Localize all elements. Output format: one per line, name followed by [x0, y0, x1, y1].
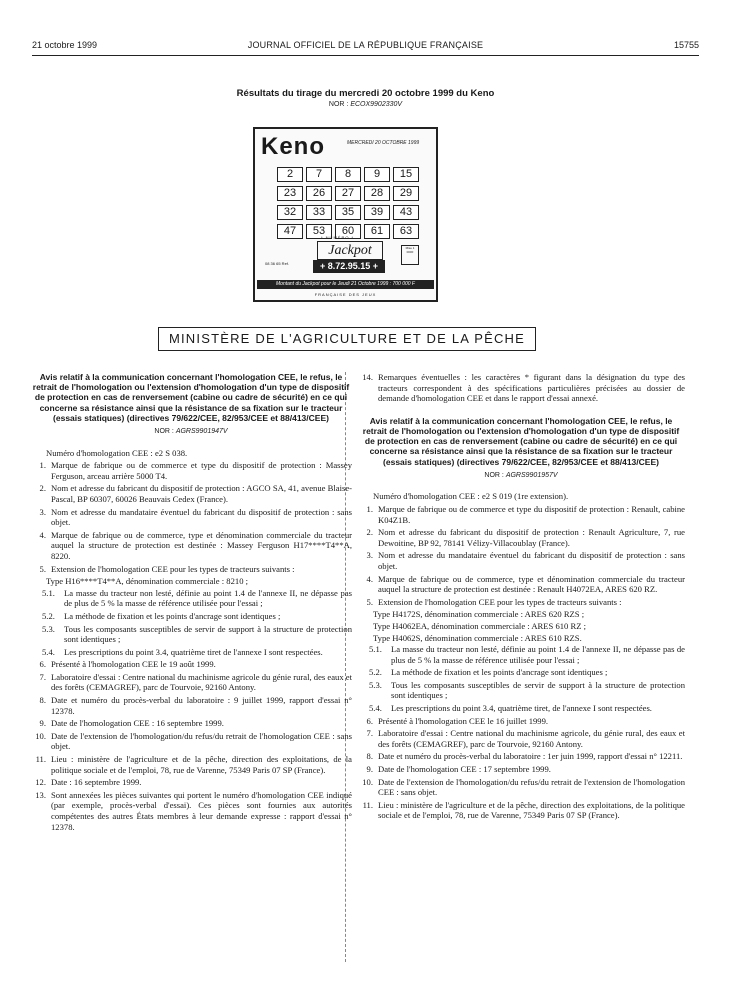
list-item: 14. Remarques éventuelles : les caractères * figurant dans la désignation du type des tracteurs correspondent à des spécifications particulières précisées au dossier de demande d'homologation CEE et dans le rapport d'essai annexé.: [362, 372, 685, 404]
nor-label: NOR :: [328, 101, 349, 108]
jackpot-label: * NUMÉRO *: [321, 235, 355, 240]
avis-nor: [357, 471, 685, 482]
list-item: 2. Nom et adresse du fabricant du dispositif de protection : AGCO SA, 41, avenue Blaise-Pascal, BP 60307, 60026 Beauvais Cedex (France).: [39, 483, 352, 504]
list-item: 5. Extension de l'homologation CEE pour les types de tracteurs suivants :: [366, 596, 622, 607]
keno-number: 26: [306, 186, 332, 201]
list-item: 4. Marque de fabrique ou de commerce, type et dénomination commerciale du tracteur auquel la structure de protection est destinée : Massey Ferguson H17****T4**A, 8220.: [39, 529, 352, 561]
keno-number: 23: [277, 186, 303, 201]
sub-item: 5.1. La masse du tracteur non lesté, définie au point 1.4 de l'annexe II, ne dépasse pas de plus de 5 % la masse de référence utilisée pour l'essai ;: [42, 587, 352, 609]
list-item: 7. Laboratoire d'essai : Centre national du machinisme agricole, du génie rural, des eaux et des forêts (CEMAGREF), parc de Tourvoie, 92160 Antony.: [366, 728, 685, 749]
sub-item: 5.1. La masse du tracteur non lesté, définie au point 1.4 de l'annexe II, ne dépasse pas de plus de 5 % la masse de référence utilisée pour l'essai ;: [369, 644, 685, 665]
sub-item: 5.2. La méthode de fixation et les points d'ancrage sont identiques ;: [369, 667, 608, 678]
keno-number: 53: [306, 224, 332, 239]
list-item: 8. Date et numéro du procès-verbal du laboratoire : 1er juin 1999, rapport d'essai n° 12211.: [366, 751, 683, 762]
avis-nor: [30, 427, 352, 438]
keno-number: 15: [393, 167, 419, 182]
ticket-small-text: 08 36 65 Ref.: [265, 261, 290, 266]
list-item: 8. Date et numéro du procès-verbal du laboratoire : 9 juillet 1999, rapport d'essai n° 12378.: [39, 695, 352, 716]
list-item: 11. Lieu : ministère de l'agriculture et de la pêche, direction des exploitations, de la politique sociale et de l'emploi, 78, rue de Varenne, 75349 Paris 07 SP (France).: [362, 799, 685, 821]
list-item: 7. Laboratoire d'essai : Centre national du machinisme agricole du génie rural, des eaux et des forêts (CEMAGREF), parc de Tourvoie, 92160 Antony.: [39, 671, 352, 693]
nor-value: AGRS9901947V: [175, 428, 228, 436]
tractor-type: Type H4062EA, dénomination commerciale : ARES 610 RZ ;: [373, 620, 587, 631]
tractor-type: Type H4062S, dénomination commerciale : ARES 610 RZS.: [373, 632, 582, 643]
list-item: 9. Date de l'homologation CEE : 17 septembre 1999.: [366, 764, 551, 775]
list-item: 1. Marque de fabrique ou de commerce et type du dispositif de protection : Massey Ferguson, arceau arrière 5000 T4.: [39, 460, 352, 481]
keno-number: 7: [306, 167, 332, 182]
list-item: 3. Nom et adresse du mandataire éventuel du fabricant du dispositif de protection : sans objet.: [39, 506, 352, 528]
keno-number: 9: [364, 167, 390, 182]
sub-item: 5.4. Les prescriptions du point 3.4, quatrième tiret, de l'annexe I sont respectées.: [369, 703, 652, 714]
list-item: 12. Date : 16 septembre 1999.: [35, 777, 142, 788]
tractor-type: Type H16****T4**A, dénomination commerciale : 8210 ;: [46, 576, 249, 587]
list-item: 6. Présenté à l'homologation CEE le 16 juillet 1999.: [366, 715, 549, 726]
ticket-footer: FRANÇAISE DES JEUX: [314, 292, 377, 297]
right-column: [357, 372, 685, 823]
jackpot-banner: Montant du Jackpot pour le Jeudi 21 Octobre 1999 : 700 000 F: [257, 280, 434, 289]
sub-item: 5.3. Tous les composants susceptibles de servir de support à la structure de protection sont identiques ;: [369, 679, 685, 701]
keno-number: 28: [364, 186, 390, 201]
nor-value: AGRS9901957V: [505, 471, 558, 479]
list-item: 1. Marque de fabrique ou de commerce et type du dispositif de protection : Renault, cabine K04Z1B.: [366, 503, 685, 525]
list-item: 2. Nom et adresse du fabricant du dispositif de protection : Renault Agriculture, 7, rue Dewoitine, BP 92, 78141 Vélizy-Villacoublay (France).: [366, 527, 685, 548]
left-column: [30, 372, 352, 834]
ticket-box: Mise 1 000F: [401, 245, 419, 265]
keno-number: 43: [393, 205, 419, 220]
tractor-type: Type H4172S, dénomination commerciale : ARES 620 RZS ;: [373, 609, 585, 620]
keno-number: 35: [335, 205, 361, 220]
nor-value: ECOX9902330V: [350, 101, 403, 108]
keno-number: 47: [277, 224, 303, 239]
ministry-heading: MINISTÈRE DE L'AGRICULTURE ET DE LA PÊCHE: [158, 327, 536, 351]
keno-number: 39: [364, 205, 390, 220]
page-header: [32, 40, 699, 54]
homologation-number: Numéro d'homologation CEE : e2 S 019 (1re extension).: [373, 491, 569, 502]
avis-title: Avis relatif à la communication concernant l'homologation CEE, le refus, le retrait de l'homologation ou l'extension d'homologation d'un type de dispositif de protection en cas de renversement (cabine ou cadre de sécurité) en ce qui concerne sa résistance ainsi que la résistance de sa fixation sur le tracteur (essais statiques) (directives 79/622/CEE, 82/953/CEE et 88/413/CEE): [362, 415, 680, 467]
homologation-number: Numéro d'homologation CEE : e2 S 038.: [46, 447, 188, 458]
jackpot-logo: Jackpot: [317, 241, 383, 260]
header-rule: [32, 55, 699, 56]
keno-number: 63: [393, 224, 419, 239]
keno-number: 29: [393, 186, 419, 201]
list-item: 13. Sont annexées les pièces suivantes qui portent le numéro d'homologation CEE indiqué (par exemple, procès-verbal d'essai). Ces pièces sont fournies aux autorités compétentes des autres États membres à leur demande expresse : rapport d'essai n° 12378.: [35, 789, 352, 832]
list-item: 9. Date de l'homologation CEE : 16 septembre 1999.: [39, 718, 224, 729]
page-number: 15755: [673, 40, 699, 50]
list-item: 3. Nom et adresse du mandataire éventuel du fabricant du dispositif de protection : sans objet.: [366, 550, 685, 571]
keno-number: 2: [277, 167, 303, 182]
list-item: 5. Extension de l'homologation CEE pour les types de tracteurs suivants :: [39, 563, 295, 574]
list-item: 4. Marque de fabrique ou de commerce, type et dénomination commerciale du tracteur auquel la structure de protection est destinée : Renault H4072EA, ARES 620 RZ.: [366, 573, 685, 595]
keno-logo: Keno: [261, 133, 325, 160]
keno-number: 60: [335, 224, 361, 239]
sub-item: 5.3. Tous les composants susceptibles de servir de support à la structure de protection sont identiques ;: [42, 623, 352, 645]
sub-item: 5.4. Les prescriptions du point 3.4, quatrième tiret de l'annexe I sont respectées.: [42, 646, 323, 657]
keno-number: 32: [277, 205, 303, 220]
list-item: 10. Date de l'extension de l'homologation/du refus/du retrait de l'extension de l'homologation CEE : sans objet.: [362, 776, 685, 798]
header-date: 21 octobre 1999: [32, 40, 98, 50]
keno-title: Résultats du tirage du mercredi 20 octobre 1999 du Keno: [236, 88, 495, 99]
journal-title: JOURNAL OFFICIEL DE LA RÉPUBLIQUE FRANÇAISE: [247, 40, 484, 50]
ticket-date: MERCREDI 20 OCTOBRE 1999: [347, 140, 420, 146]
list-item: 10. Date de l'extension de l'homologation/du refus/du retrait de l'homologation CEE : sans objet.: [35, 730, 352, 752]
keno-ticket-image: [253, 127, 438, 302]
sub-item: 5.2. La méthode de fixation et les points d'ancrage sont identiques ;: [42, 610, 281, 621]
keno-number: 27: [335, 186, 361, 201]
keno-number: 61: [364, 224, 390, 239]
list-item: 6. Présenté à l'homologation CEE le 19 août 1999.: [39, 659, 216, 670]
nor-label: NOR :: [484, 471, 504, 479]
jackpot-number: + 8.72.95.15 +: [313, 260, 385, 273]
keno-nor: [0, 101, 731, 108]
keno-number: 8: [335, 167, 361, 182]
avis-title: Avis relatif à la communication concernant l'homologation CEE, le refus, le retrait de l'homologation ou l'extension d'homologation d'un type de dispositif de protection en cas de renversement (cabine ou cadre de sécurité) en ce qui concerne sa résistance ainsi que la résistance de sa fixation sur le tracteur (essais statiques) (directives 79/622/CEE, 82/953/CEE et 88/413/CEE): [32, 372, 350, 423]
keno-number: 33: [306, 205, 332, 220]
nor-label: NOR :: [154, 428, 174, 436]
keno-number-grid: [277, 167, 419, 239]
list-item: 11. Lieu : ministère de l'agriculture et de la pêche, direction des exploitations, de la politique sociale et de l'emploi, 78, rue de Varenne, 75349 Paris 07 SP (France).: [35, 754, 352, 775]
